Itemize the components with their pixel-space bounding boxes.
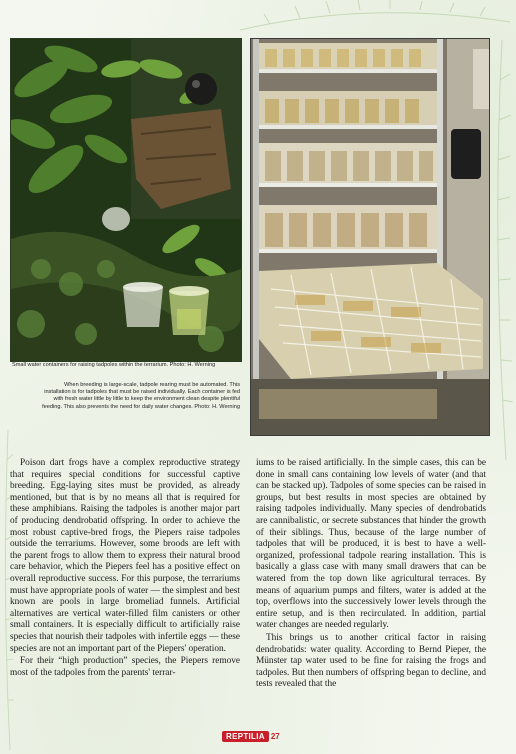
article-column-right: [256, 458, 486, 691]
terrarium-photo: [10, 38, 242, 362]
fern-decoration-top: [230, 0, 516, 40]
terrarium-photo-caption: Small water containers for raising tadpoles within the terrarium. Photo: H. Werning: [12, 362, 216, 368]
tadpole-rack-photo-caption: When breeding is large-scale, tadpole rearing must be automated. This installation is for tadpoles that must be raised individually. Each container is fed with fresh water little by little to keep the environment clean despite plentiful feeding. This also prevents the need for daily water changes. Photo: H. Werning: [42, 382, 240, 410]
fern-decoration-right: [488, 40, 516, 460]
tadpole-rack-photo: [250, 38, 490, 436]
paragraph: Poison dart frogs have a complex reproductive strategy that requires special conditions for successful captive breeding. Egg-laying sites must be provided, as already mentioned, but that is by no means all that is required for these amphibians. Raising the tadpoles is another major part of producing dendrobatid offspring. In order to achieve the most robust captive-bred frogs, the Piepers raise tadpoles outside the terrariums. However, some broods are left with the parent frogs to allow them to express their natural brood care behavior, which the Piepers feel has a positive effect on overall reproductive success. For this purpose, the terrariums must have appropriate pools of water — the simplest and best known are pools in large bromeliad funnels. Artificial alternatives are vertical water-filled film canisters or other small containers. It is especially difficult to artificially raise species that nourish their tadpoles with infertile eggs — these species are not an important part of the Piepers' operation.: [10, 458, 240, 654]
paragraph: iums to be raised artificially. In the simple cases, this can be done in small cans containing low levels of water (and that can be stacked up). Tadpoles of some species can be raised in groups, but best results in most species are obtained by raising tadpoles individually. Many species of dendrobatids are cannibalistic, or secrete substances that hinder the growth of their siblings. Thus, because of the large number of tadpoles that will be produced, it is best to have a well-organized, professional tadpole rearing installation. This is basically a glass case with many small drawers that can be watered from the top down like agricultural terraces. By means of aquarium pumps and filters, water is added at the top, overflows into the successively lower levels through the entire setup, and is then recirculated. In addition, partial water changes are needed regularly.: [256, 458, 486, 631]
page-number: 27: [270, 732, 280, 741]
article-column-left: [10, 458, 240, 679]
paragraph: This brings us to another critical factor in raising dendrobatids: water quality. According to Bernd Pieper, the Münster tap water used to be fine for raising the frogs and tadpoles. But then numbers of offspring began to decline, and tests revealed that the: [256, 632, 486, 690]
paragraph: For their “high production” species, the Piepers remove most of the tadpoles from the parents' terrar-: [10, 656, 240, 678]
page-footer: [222, 731, 280, 742]
magazine-logo: REPTILIA: [222, 731, 269, 742]
